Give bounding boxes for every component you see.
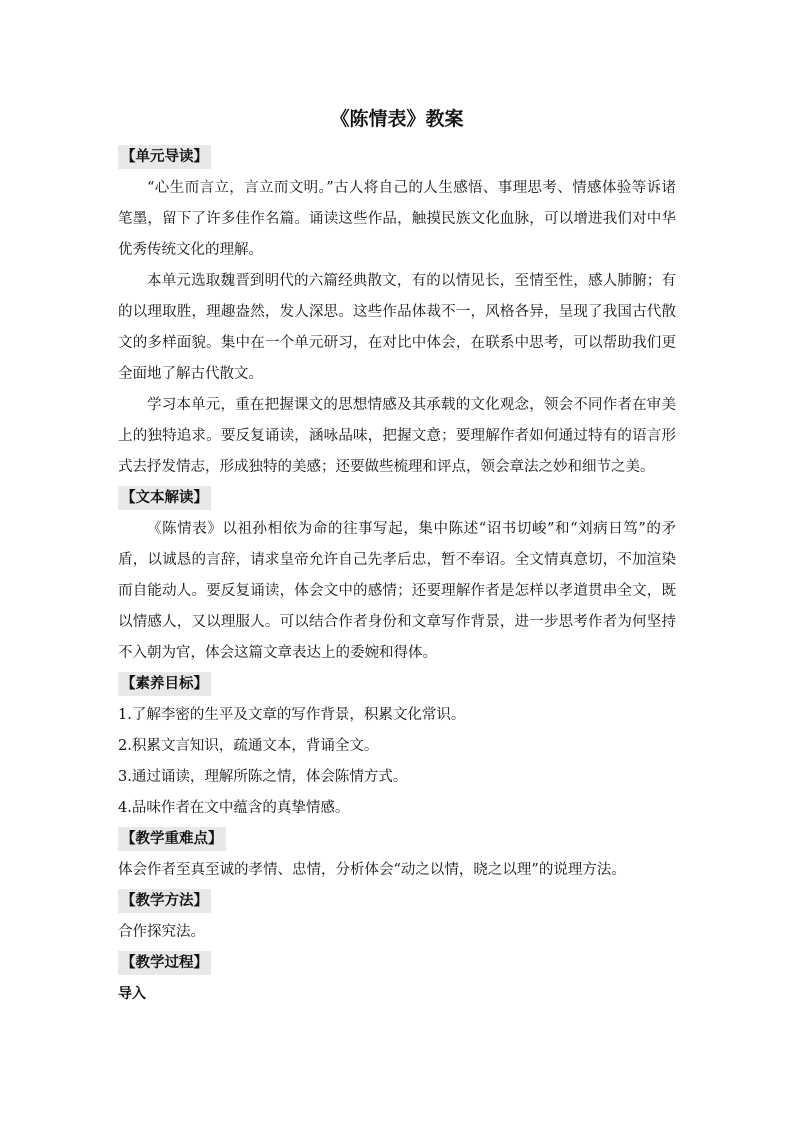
goal-item: 2.积累文言知识，疏通文本，背诵全文。 — [118, 738, 379, 754]
process-subheading: 导入 — [118, 986, 146, 1002]
section-method — [118, 886, 676, 948]
goal-item: 4.品味作者在文中蕴含的真挚情感。 — [118, 800, 350, 816]
section-process — [118, 948, 676, 1010]
section-keypoints — [118, 824, 676, 886]
goal-item: 1.了解李密的生平及文章的写作背景，积累文化常识。 — [118, 707, 466, 723]
section-unit-intro — [118, 142, 676, 483]
section-heading-goals: 【素养目标】 — [118, 672, 211, 696]
document-body — [118, 142, 676, 1010]
intro-paragraph: 学习本单元，重在把握课文的思想情感及其承载的文化观念，领会不同作者在审美上的独特追求。要反复诵读，涵咏品味，把握文意；要理解作者如何通过特有的语言形式去抒发情志，形成独特的美感；还要做些梳理和评点，领会章法之妙和细节之美。 — [118, 397, 676, 475]
section-goals — [118, 669, 676, 824]
section-heading-text-analysis: 【文本解读】 — [118, 486, 211, 510]
intro-paragraph: 本单元选取魏晋到明代的六篇经典散文，有的以情见长，至情至性，感人肺腑；有的以理取胜，理趣盎然，发人深思。这些作品体裁不一，风格各异，呈现了我国古代散文的多样面貌。集中在一个单元研习，在对比中体会，在联系中思考，可以帮助我们更全面地了解古代散文。 — [118, 273, 676, 382]
intro-paragraph: “心生而言立，言立而文明。”古人将自己的人生感悟、事理思考、情感体验等诉诸笔墨，留下了许多佳作名篇。诵读这些作品，触摸民族文化血脉，可以增进我们对中华优秀传统文化的理解。 — [118, 180, 676, 258]
section-heading-unit-intro: 【单元导读】 — [118, 145, 211, 169]
goal-item: 3.通过诵读，理解所陈之情，体会陈情方式。 — [118, 769, 408, 785]
section-heading-keypoints: 【教学重难点】 — [118, 827, 226, 851]
section-heading-method: 【教学方法】 — [118, 889, 211, 913]
keypoints-text: 体会作者至真至诚的孝情、忠情，分析体会“动之以情，晓之以理”的说理方法。 — [118, 862, 626, 878]
text-analysis-paragraph: 《陈情表》以祖孙相依为命的往事写起，集中陈述“诏书切峻”和“刘病日笃”的矛盾，以诚恳的言辞，请求皇帝允许自己先孝后忠，暂不奉诏。全文情真意切，不加渲染而自能动人。要反复诵读，体会文中的感情；还要理解作者是怎样以孝道贯串全文，既以情感人，又以理服人。可以结合作者身份和文章写作背景，进一步思考作者为何坚持不入朝为官，体会这篇文章表达上的委婉和得体。 — [118, 521, 676, 661]
method-text: 合作探究法。 — [118, 924, 205, 940]
page-title: 《陈情表》教案 — [330, 108, 464, 130]
section-text-analysis — [118, 483, 676, 669]
section-heading-process: 【教学过程】 — [118, 951, 211, 975]
